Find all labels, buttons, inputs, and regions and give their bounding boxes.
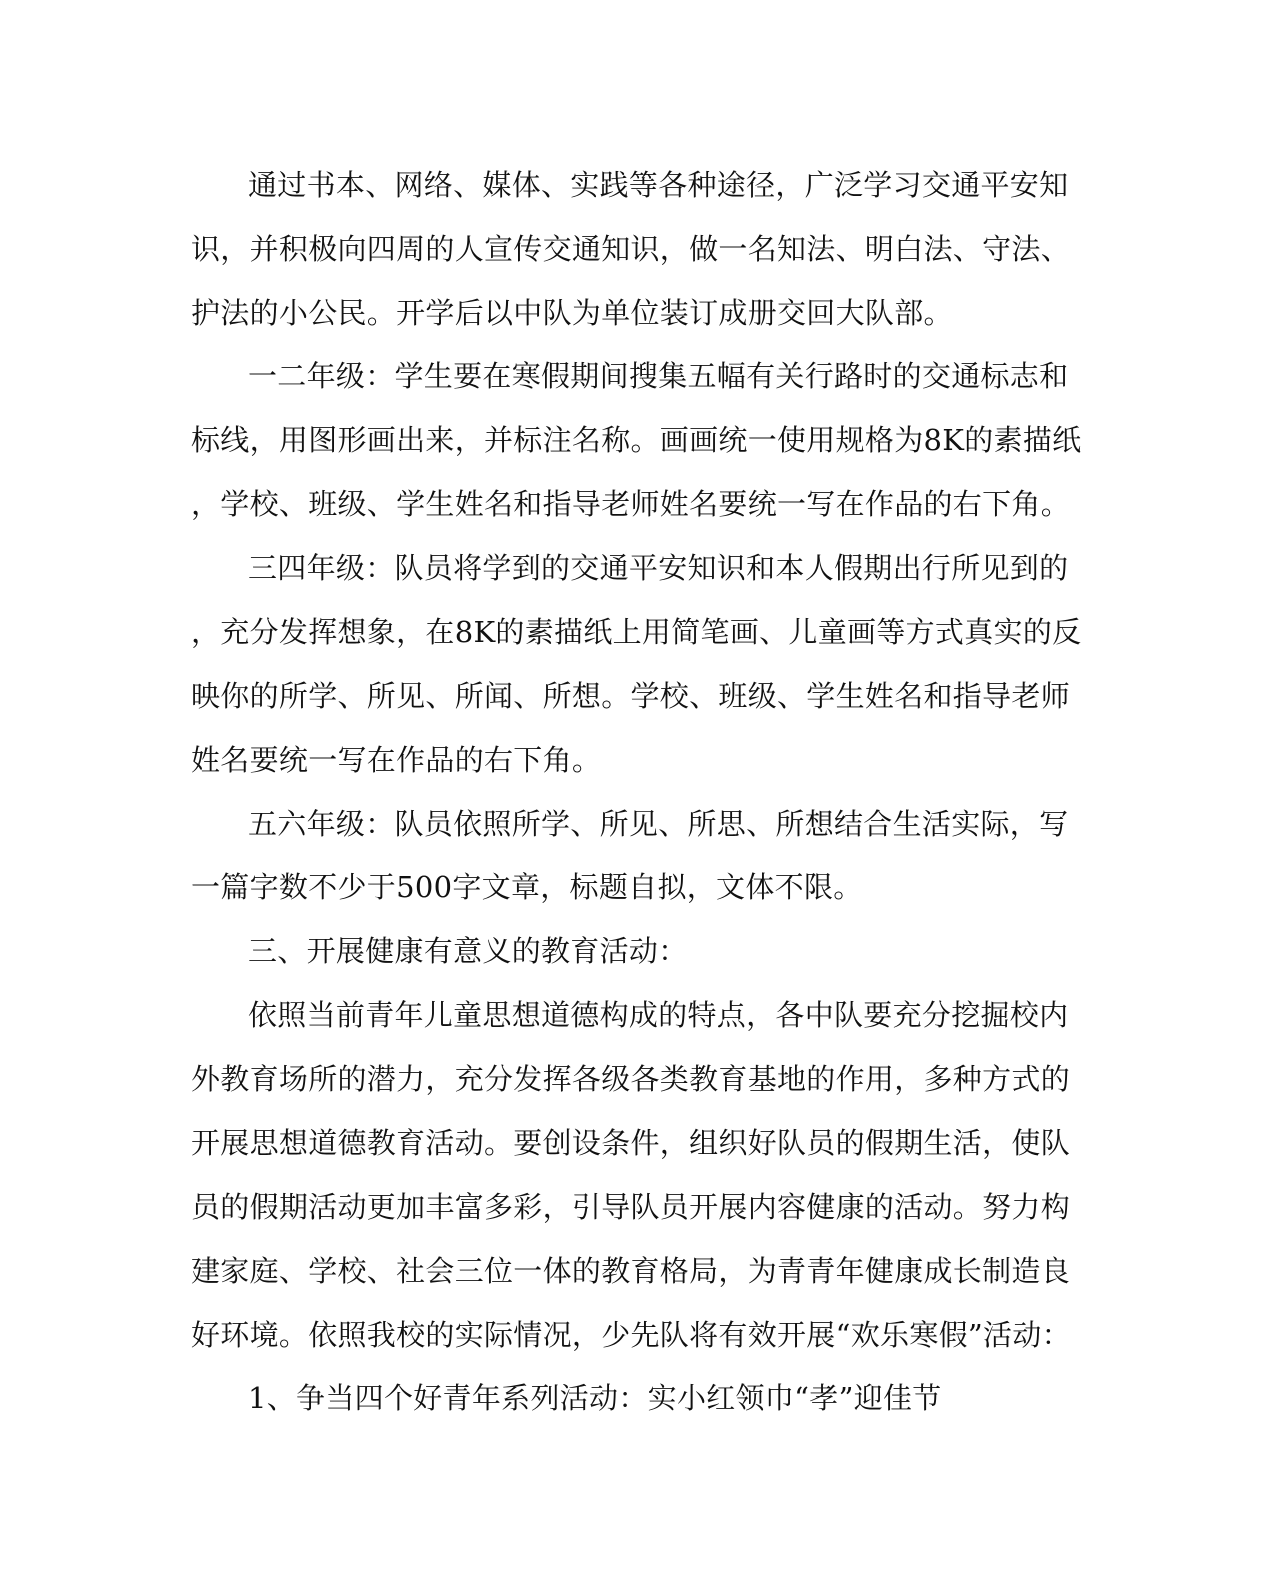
paragraph-line: 好环境。依照我校的实际情况，少先队将有效开展“欢乐寒假”活动：: [191, 1318, 1071, 1352]
paragraph-line: 姓名要统一写在作品的右下角。: [191, 743, 602, 777]
paragraph-line: 通过书本、网络、媒体、实践等各种途径，广泛学习交通平安知: [248, 168, 1069, 202]
paragraph-line: 标线，用图形画出来，并标注名称。画画统一使用规格为8K的素描纸: [191, 423, 1082, 457]
paragraph-line: 识，并积极向四周的人宣传交通知识，做一名知法、明白法、守法、: [191, 232, 1071, 266]
paragraph-line: 护法的小公民。开学后以中队为单位装订成册交回大队部。: [191, 296, 953, 330]
paragraph-line: 建家庭、学校、社会三位一体的教育格局，为青青年健康成长制造良: [191, 1254, 1071, 1288]
paragraph-line: 员的假期活动更加丰富多彩，引导队员开展内容健康的活动。努力构: [191, 1190, 1071, 1224]
paragraph-line: 依照当前青年儿童思想道德构成的特点，各中队要充分挖掘校内: [248, 998, 1069, 1032]
paragraph-line: 三四年级：队员将学到的交通平安知识和本人假期出行所见到的: [248, 551, 1069, 585]
list-item: 1、争当四个好青年系列活动：实小红领巾“孝”迎佳节: [248, 1381, 942, 1415]
paragraph-line: ，充分发挥想象，在8K的素描纸上用简笔画、儿童画等方式真实的反: [191, 615, 1082, 649]
paragraph-line: ，学校、班级、学生姓名和指导老师姓名要统一写在作品的右下角。: [191, 487, 1071, 521]
paragraph-line: 开展思想道德教育活动。要创设条件，组织好队员的假期生活，使队: [191, 1126, 1071, 1160]
paragraph-line: 一二年级：学生要在寒假期间搜集五幅有关行路时的交通标志和: [248, 359, 1069, 393]
section-heading: 三、开展健康有意义的教育活动：: [248, 934, 688, 968]
paragraph-line: 五六年级：队员依照所学、所见、所思、所想结合生活实际，写: [248, 807, 1069, 841]
paragraph-line: 映你的所学、所见、所闻、所想。学校、班级、学生姓名和指导老师: [191, 679, 1071, 713]
paragraph-line: 一篇字数不少于500字文章，标题自拟，文体不限。: [191, 870, 863, 904]
paragraph-line: 外教育场所的潜力，充分发挥各级各类教育基地的作用，多种方式的: [191, 1062, 1071, 1096]
